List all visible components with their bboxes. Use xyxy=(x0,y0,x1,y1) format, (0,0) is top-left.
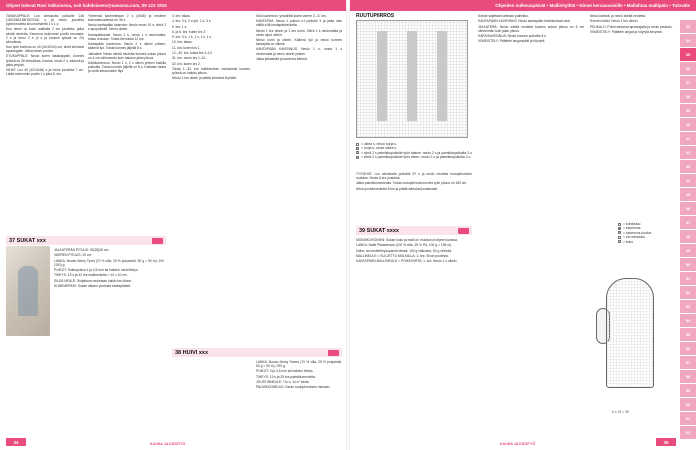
section-heading-37 xyxy=(6,236,166,245)
legend-item: = kavennus koulun xyxy=(618,231,678,235)
paragraph: TIHEYS: 19 s ja 25 krs palmikkoneuletta. xyxy=(256,374,316,379)
chart-legend xyxy=(356,142,472,160)
paragraph: PUIKOT: 4 ja 4,5 mm tai halutun tiheys. xyxy=(256,369,314,374)
chapter-tab[interactable]: 52 xyxy=(680,286,696,299)
paragraph: ETUKAPPALE: Neulo kuten takakappale, kunnes työssä on 36 silmukkaa. Kaulus: neulo 2 s, käännä ja jatka ympäri. xyxy=(6,54,84,67)
square-icon xyxy=(618,231,621,234)
paragraph: Neulo 1 krs oikein ja päätä silmukat löyhästi. xyxy=(172,76,237,81)
paragraph: 5. krs: 1 s. xyxy=(172,24,188,29)
square-icon xyxy=(356,143,359,146)
chapter-tab[interactable]: 42 xyxy=(680,146,696,159)
paragraph: Neulo kantapään kaarroke: Neulo ensin 10 s, siirrä 2 s apupuikolle. Neulo oikein. xyxy=(88,23,166,32)
chapter-tab[interactable]: 39 xyxy=(680,104,696,117)
right-column-2 xyxy=(478,14,584,434)
square-icon xyxy=(356,147,359,150)
paragraph: Kantapääneule: Neulo 1 s, nosta 1 s neulomatta, toista reunaan. Toista kerroksia 12 krs. xyxy=(88,32,166,41)
paragraph: TIHEYS: 19 s ja 32 krs mallineuletta = 10 x 10 cm. xyxy=(54,273,128,278)
paragraph: VIIMEISTELY: Päättele langat ja höyrytä kevyesti. xyxy=(590,29,663,34)
paragraph: VARREN PITUUS: 20 cm xyxy=(54,253,92,258)
paragraph: KANTAPÄÄ: Neulo 1 puikon s:t puikolle 4 ja jatka vain näillä s:llä kantapääneuletta. xyxy=(256,19,342,28)
left-column-2 xyxy=(88,14,166,234)
chapter-tab[interactable]: 47 xyxy=(680,216,696,229)
left-column-1b xyxy=(54,248,164,438)
legend-item: = siirrä 2 s palmikkopuikolle työn taakse, neulo 2 o ja palmikkopuikolta 2 o xyxy=(356,151,472,155)
paragraph: Jalkaterä: Neulo sileää neuletta kunnes sukan pituus on 4 cm vähemmän kuin halutun jalan pituus. xyxy=(88,51,166,60)
paragraph: JALKATERÄ: Neulo sileää neuletta kunnes sukan pituus on 5 cm vähemmän kuin jalan pituus. xyxy=(478,24,584,33)
paragraph: KONEMERKKI: Sukan alkaen puolesta kantapäästä. xyxy=(54,283,131,288)
paragraph: TYÖOHJE: Luo silmukoita puikoille 57 s ja neulo neuletta ruutupiirroksen mukaan. Neulo 8 krs joustinta. xyxy=(356,172,472,181)
mitten-body xyxy=(606,278,654,388)
paragraph: KANTAPÄÄN KAVENNUS: Neulo kantapään keskikohtaan asti. xyxy=(478,19,571,24)
chart-cable xyxy=(407,31,417,121)
paragraph: KANTAPÄÄN MALLINEULE = POIKKIVIRTA: 1. krs: Neulo 1 s oikein. xyxy=(356,259,458,264)
right-header-bar: Ohjeiden sulkeuspäivät • Mallinhyllöä • Nimet kersauvaisille • Mallahtaa mallipäin • Tuloväle xyxy=(350,0,696,11)
chapter-tab[interactable]: 53 xyxy=(680,300,696,313)
paragraph: MALLINEULE = SULJETTU MOLMILLA: 1. krs: Sivun puolesta. xyxy=(356,253,449,258)
paragraph: 6. ja 8. krs: kuten krs 2. xyxy=(172,29,207,34)
dimension-label: 5 x 19 = 95 xyxy=(612,410,629,414)
chapter-tab[interactable]: 41 xyxy=(680,132,696,145)
chapter-tab[interactable]: 48 xyxy=(680,230,696,243)
chapter-tab[interactable]: 38 xyxy=(680,90,696,103)
chapter-tab[interactable]: 58 xyxy=(680,370,696,383)
difficulty-icon xyxy=(328,350,339,356)
paragraph: Neulo nurin ja oikein. Käännä työ ja neulo kunnes kantapää on valmis. xyxy=(256,38,342,47)
paragraph: LANKA: Novan Nemy Tweed (70 % villa, 25 % polyamidi, 50 g = 90 m), 250 g. xyxy=(256,360,342,369)
cable-left-icon xyxy=(356,156,359,159)
square-icon xyxy=(618,223,621,226)
paragraph: 32. krs: kuten krs 2. xyxy=(172,61,201,66)
paragraph: LANKA: Nalle Pirkanmaan (100 % villa, 25 % PA, 100 g = 196 m). xyxy=(356,243,453,248)
section-heading-38 xyxy=(172,348,342,357)
left-column-1 xyxy=(6,14,84,244)
paragraph: 3. krs: takas. xyxy=(172,14,191,18)
legend-item: = oikea s. neulo nurja s. xyxy=(356,142,472,146)
chart-title: RUUTUPIIRROS xyxy=(356,13,395,19)
paragraph: Neulo kärkeä, ja neulo sileää neuletta. xyxy=(590,14,646,18)
paragraph: Kärkikavennus: Neulo 1 s, 2 s oikein yhteen kaikilla puikoilla. Toista kunnes jäljellä on 8 s. Katkaise lanka ja vedä silmukoiden läpi. xyxy=(88,60,166,74)
right-column-1b xyxy=(356,238,472,438)
paragraph: VIIMEISTELY: Päättele langanpäät ja höyrytä. xyxy=(478,39,546,44)
paragraph: KANTAPÄÄN KAVENNUS: Neulo 1 s, nosta 1 s neulomatta ja neulo oikein yhteen. xyxy=(256,47,342,56)
chapter-tab[interactable]: 35 xyxy=(680,48,696,61)
chapter-tab[interactable]: 59 xyxy=(680,384,696,397)
chapter-tab[interactable]: 44 xyxy=(680,174,696,187)
paragraph: LANKA: Novan Nemy Tyvet (70 % villa, 25 % polyamidi, 50 g = 90 m), 100 (150) g. xyxy=(54,258,164,267)
left-page-number: 34 xyxy=(6,438,26,446)
paragraph: Vaihe: tai neuletiheysuplavit näinsä: 100 g valkoista, 50 g vihreää. xyxy=(356,248,452,253)
square-icon xyxy=(618,240,621,243)
chapter-tab[interactable]: 34 xyxy=(680,34,696,47)
paragraph: 10. krs: takas. xyxy=(172,40,193,45)
paragraph: JALKATERÄN PITUUS: 25(28)26 cm xyxy=(54,248,109,252)
paragraph: KÄRKIKAVENNUS: Neulo kunnes puikoilla 8 s. xyxy=(478,33,547,38)
left-column-4b xyxy=(256,360,342,436)
paragraph: HIHAT: Luo 40 (42/44/46) s ja neulo joustinta 7 cm. Lisää molemmin puolin 1 s joka 8. krs. xyxy=(6,67,84,76)
chapter-tab[interactable]: 50 xyxy=(680,258,696,271)
paragraph: JOUSTINNEULE: *1s o, 1s n* toista. xyxy=(256,379,310,384)
chapter-tab[interactable]: 56 xyxy=(680,342,696,355)
left-column-3 xyxy=(172,14,250,434)
square-icon xyxy=(618,236,621,239)
paragraph: Neulo joustinneuletta 8 krs ja päätä silmukat joustavasti. xyxy=(356,186,438,191)
paragraph: Toista 1.–32. krs mallineuleen mukaisesti kunnes työssä on haluttu pituus. xyxy=(172,66,250,75)
paragraph: 11. krs: kuten krs 1. xyxy=(172,45,201,50)
chapter-tab[interactable]: 36 xyxy=(680,62,696,75)
left-header-bar: Ohjeet tulevat Ravi Valkoisena, osit kahdeiseen@sanoma.com, 09 123 1915 xyxy=(0,0,346,11)
right-column-3 xyxy=(590,14,676,114)
chapter-tab[interactable]: 37 xyxy=(680,76,696,89)
paragraph: Yhteensä kavennetaan 2 s (4/6/8) ja neuleen kokonaisuudessa on 36 s. xyxy=(88,14,166,23)
paragraph: MONISKOKOINEN: Sukan koko ja malli on muuttunut ohjeen kanssa. xyxy=(356,238,458,242)
legend-item: = kavennus xyxy=(618,226,678,230)
paragraph: PALMIKKONEULE: Neulo ruutupiirroksen mukaan. xyxy=(256,385,331,390)
page-gutter xyxy=(346,0,350,450)
right-footer: KAUHA JA KÄSITYÖ xyxy=(500,442,536,446)
right-column-1 xyxy=(356,172,472,224)
chapter-tab[interactable]: 51 xyxy=(680,272,696,285)
square-icon xyxy=(618,227,621,230)
chapter-tab[interactable]: 54 xyxy=(680,314,696,327)
paragraph: Kohde suljetaan laiteaan palmikko. xyxy=(478,14,529,18)
paragraph: 4. krs: 3 s, 2 o yht, 2 s, 3 s. xyxy=(172,19,212,24)
paragraph: 12.–30. krs: toista krs 4–10. xyxy=(172,50,213,55)
paragraph: Kun työn korkeus on 40 (41/43/44) cm, siirrä silmukat apulangalle. Jatka toisen puolen. xyxy=(6,45,84,54)
knitting-chart xyxy=(356,20,468,138)
chapter-tab[interactable]: 45 xyxy=(680,188,696,201)
paragraph: 31. krs: neulo krs 1–10. xyxy=(172,56,207,61)
chapter-tab[interactable]: 49 xyxy=(680,244,696,257)
difficulty-icon xyxy=(152,238,163,244)
paragraph: Sido kavennus: ympäriltä kuten varren 2.–5. krs. xyxy=(256,14,327,18)
chapter-tab[interactable]: 40 xyxy=(680,118,696,131)
paragraph: Neulo 1 krs oikein ja 1 krs nurin. Siirrä 1 s neulomatta ja neulo loput oikein. xyxy=(256,28,342,37)
chapter-tab[interactable]: 55 xyxy=(680,328,696,341)
chapter-tab[interactable]: 62 xyxy=(680,426,696,439)
cable-right-icon xyxy=(356,151,359,154)
left-column-4 xyxy=(256,14,342,334)
mitten-chart xyxy=(596,268,666,406)
chart-cable xyxy=(437,31,447,121)
section-title: 37 SUKAT xxx xyxy=(9,237,46,244)
paragraph: Kantapään kavennus: Neulo 2 s oikein yhteen, käännä työ. Toista kunnes jäljellä 8 s. xyxy=(88,42,166,51)
sock-photo xyxy=(6,246,50,336)
difficulty-icon xyxy=(458,228,469,234)
legend-item: = koko xyxy=(618,240,678,244)
paragraph: PUIKOT: Sukkapuikot 4 ja 4,5 mm tai halutun neuletiheys. xyxy=(54,267,139,272)
paragraph: Kun neule on koko matkalla 2 cm joustinta, jatka sileää neuletta. Kavenna molemmin puolin reunasta: 2 s ja kerro 2 s (4 s ja kunnes työssä on 20) silmukkaa. xyxy=(6,27,84,44)
left-footer: KAUHA JA KÄSITYÖ xyxy=(150,442,186,446)
section-title: 39 SUKAT xxxx xyxy=(359,227,399,234)
paragraph: 9. krs: 3 s, 1 k, 1 s, 1 k, 1 s. xyxy=(172,35,213,40)
chapter-tab[interactable]: 61 xyxy=(680,412,696,425)
paragraph: Sormen kärki: Neulo 1 krs oikein. xyxy=(590,19,639,24)
section-title: 38 HUIVI xxx xyxy=(175,349,209,356)
legend-item: = luo silmukka xyxy=(618,235,678,239)
chapter-tab[interactable]: 57 xyxy=(680,356,696,369)
chapter-tab[interactable]: 46 xyxy=(680,202,696,215)
chapter-tab[interactable]: 33 xyxy=(680,20,696,33)
chart-cable xyxy=(377,31,387,121)
paragraph: Jatka palmikkoneulealla. Toista ruutupiirrosta kunnes työn pituus on 180 cm. xyxy=(356,181,468,186)
section-heading-39 xyxy=(356,226,472,235)
right-page-number: 35 xyxy=(656,438,676,446)
legend-item: = kohdistuu xyxy=(618,222,678,226)
mitten-legend xyxy=(618,222,678,244)
paragraph: TAKAKAPPALE: Luo silmukoita puikoille 148 (160/168/188/192/216) s ja neulo joustinta pyöröneuletta sivun keskeltä 1 s 1 p. xyxy=(6,14,84,27)
chapter-tabs xyxy=(680,20,696,440)
legend-item: = siirrä 2 s palmikkopuikolle työn eteen, neulo 2 o ja palmikkopuikolta 2 o xyxy=(356,155,472,159)
paragraph: SILEÄ NEULE: Suljettuna neuletaan kaikki krs oikein. xyxy=(54,278,133,283)
paragraph: Jatka jalkaterää ja kavenna kärkeä. xyxy=(256,56,308,61)
paragraph: PEUKALO: Poimi silmukat apulangalta ja neulo peukalo. xyxy=(590,24,673,29)
chapter-tab[interactable]: 60 xyxy=(680,398,696,411)
legend-item: = nurja s. neulo oikea s. xyxy=(356,146,472,150)
chapter-tab[interactable]: 43 xyxy=(680,160,696,173)
